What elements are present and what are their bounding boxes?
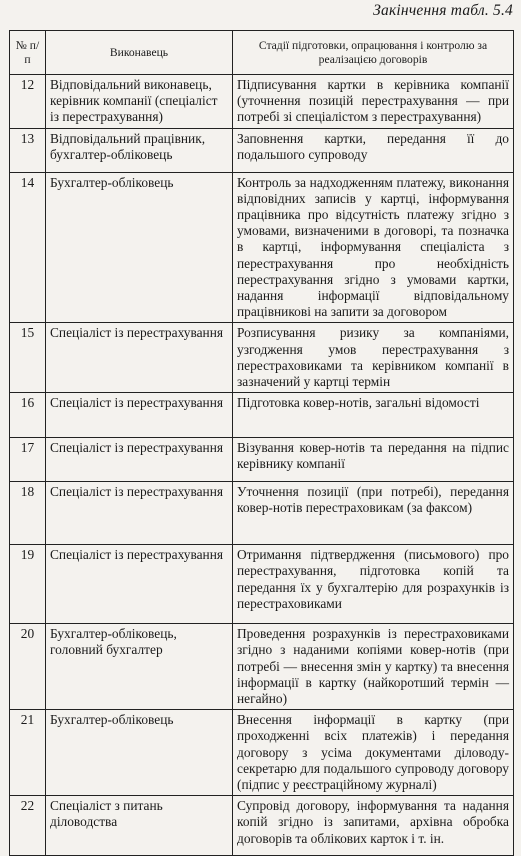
header-num: № п/п [10,31,46,75]
row-number: 15 [10,323,46,393]
row-number: 13 [10,128,46,172]
table-row [10,796,514,856]
row-executor: Спеціаліст із перестрахування [46,482,233,545]
row-stage: Заповнення картки, передання її до подальшого супроводу [233,128,514,172]
table-row [10,482,514,545]
row-stage: Внесення інформації в картку (при проходженні всіх платежів) і передання договору з усіма документами діловоду-секретарю для подальшого супроводу договору (підпис у реєстраційному журналі) [233,710,514,796]
row-stage: Підготовка ковер-нотів, загальні відомості [233,393,514,438]
row-executor: Спеціаліст із перестрахування [46,393,233,438]
row-executor: Спеціаліст з питань діловодства [46,796,233,856]
header-executor: Виконавець [46,31,233,75]
row-number: 17 [10,438,46,482]
row-stage: Контроль за надходженням платежу, виконання відповідних записів у картці, інформування працівника про відсутність платежу згідно з умовами, визначеними в договорі, та позначка в картці, інформування спеціаліста з перестрахування про необхідність перестрахування згідно з умовами картки, надання інформації відповідальному працівникові на запити за договором [233,172,514,323]
row-executor: Бухгалтер-обліковець [46,710,233,796]
row-executor: Відповідальний виконавець, керівник компанії (спеціаліст із перестрахування) [46,75,233,129]
row-number: 16 [10,393,46,438]
row-stage: Уточнення позиції (при потребі), передання ковер-нотів перестраховикам (за факсом) [233,482,514,545]
row-number: 22 [10,796,46,856]
row-stage: Проведення розрахунків із перестраховиками згідно з наданими копіями ковер-нотів (при потребі — внесення змін у картку) та внесення інформації в картку (найкоротший термін — негайно) [233,624,514,710]
row-number: 20 [10,624,46,710]
row-stage: Візування ковер-нотів та передання на підпис керівнику компанії [233,438,514,482]
row-number: 21 [10,710,46,796]
table-row [10,545,514,624]
row-executor: Спеціаліст із перестрахування [46,323,233,393]
table-row [10,128,514,172]
row-stage: Супровід договору, інформування та надання копій згідно із запитами, архівна обробка договорів та облікових карток і т. ін. [233,796,514,856]
row-stage: Отримання підтвердження (письмового) про перестрахування, підготовка копій та передання їх у бухгалтерію для розрахунків із перестраховиками [233,545,514,624]
table-row [10,624,514,710]
row-number: 18 [10,482,46,545]
row-number: 19 [10,545,46,624]
row-executor: Спеціаліст із перестрахування [46,438,233,482]
row-stage: Підписування картки в керівника компанії (уточнення позицій перестрахування — при потребі зі спеціалістом з перестрахування) [233,75,514,129]
row-stage: Розписування ризику за компаніями, узгодження умов перестрахування з перестраховиками та керівником компанії в зазначений у картці термін [233,323,514,393]
table-row [10,710,514,796]
table-row [10,438,514,482]
table-row [10,393,514,438]
row-number: 14 [10,172,46,323]
row-executor: Бухгалтер-обліковець [46,172,233,323]
table-caption: Закінчення табл. 5.4 [373,2,513,19]
row-executor: Бухгалтер-обліковець, головний бухгалтер [46,624,233,710]
reinsurance-stages-table [9,30,514,856]
table-row [10,323,514,393]
row-executor: Спеціаліст із перестрахування [46,545,233,624]
table-row [10,172,514,323]
row-number: 12 [10,75,46,129]
table-row [10,75,514,129]
header-stages: Стадії підготовки, опрацювання і контролю за реалізацією договорів [233,31,514,75]
row-executor: Відповідальний працівник, бухгалтер-обліковець [46,128,233,172]
table-header-row [10,31,514,75]
